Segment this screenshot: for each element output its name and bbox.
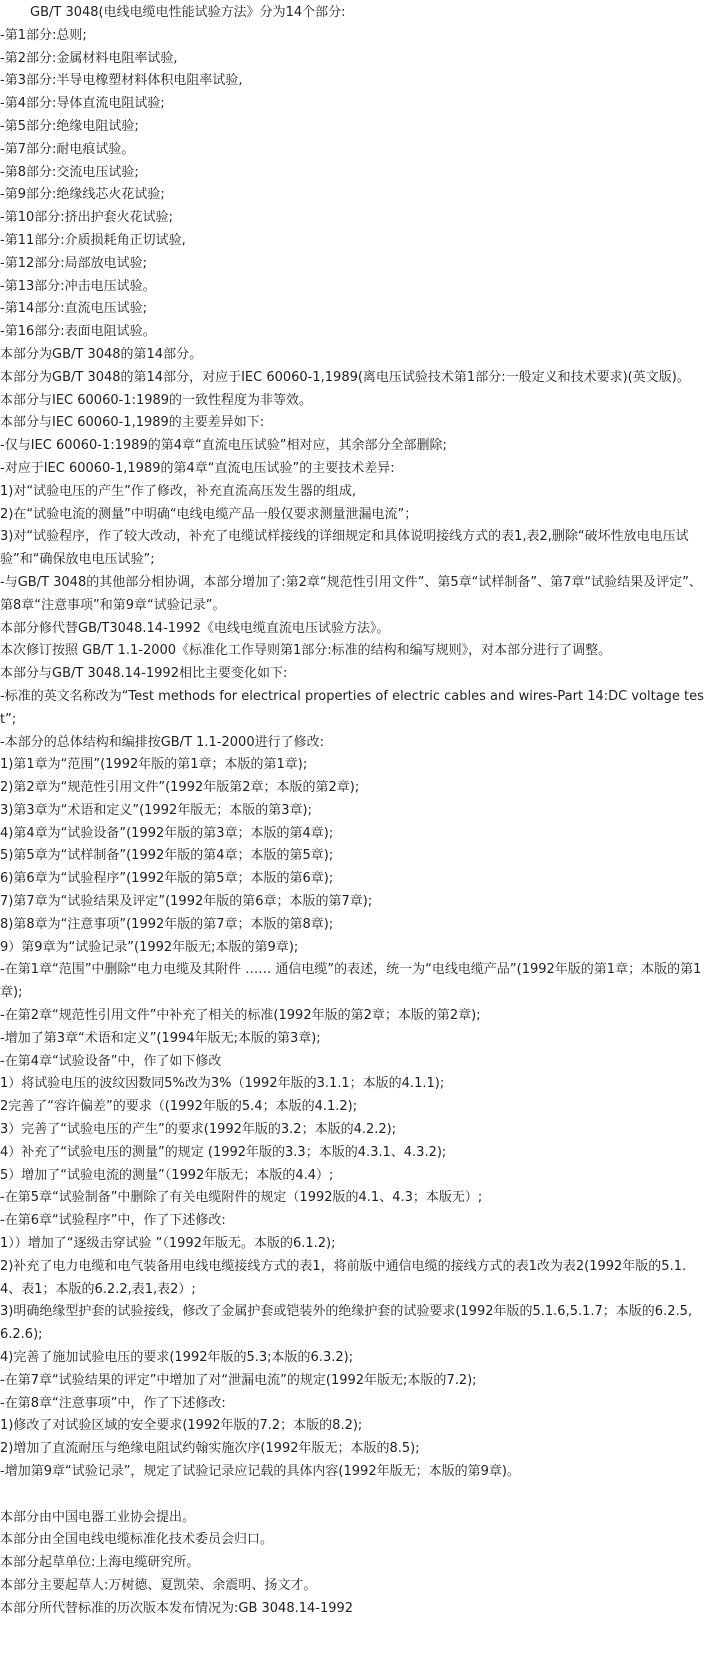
part-list-item: -第13部分:冲击电压试验。: [0, 278, 156, 294]
paragraph-gap: [0, 1484, 704, 1507]
part-list-item: -第10部分:挤出护套火花试验;: [0, 210, 173, 226]
text-line: 本部分与GB/T 3048.14-1992相比主要变化如下:: [0, 666, 288, 682]
part-list-item: -第14部分:直流电压试验;: [0, 301, 147, 317]
text-line: 1）将试验电压的波纹因数同5%改为3%（1992年版的3.1.1；本版的4.1.1);: [0, 1076, 445, 1092]
text-line: 3)对“试验程序，作了较大改动，补充了电缆试样接线的详细规定和具体说明接线方式的表1,表2,删除“破坏性放电电压试验”和“确保放电电压试验”;: [0, 529, 689, 568]
text-line: 2)增加了直流耐压与绝缘电阻试约翰实施次序(1992年版无；本版的8.5);: [0, 1441, 420, 1457]
text-line: 2)在“试验电流的测量”中明确“电线电缆产品一般仅要求测量泄漏电流”；: [0, 506, 418, 522]
body-text: [0, 344, 704, 1484]
text-line: -增加了第3章“术语和定义”(1994年版无;本版的第3章);: [0, 1030, 321, 1046]
text-line: 1)第1章为“范围”(1992年版的第1章；本版的第1章);: [0, 757, 308, 773]
part-list-item: -第12部分:局部放电试验;: [0, 255, 147, 271]
text-line: 本部分修代替GB/T3048.14-1992《电线电缆直流电压试验方法》。: [0, 620, 390, 636]
text-line: 7)第7章为“试验结果及评定”(1992年版的第6章；本版的第7章);: [0, 894, 373, 910]
text-line: 8)第8章为“注意事项”(1992年版的第7章；本版的第8章);: [0, 916, 334, 932]
text-line: 本次修订按照 GB/T 1.1-2000《标准化工作导则第1部分:标准的结构和编写规则》，对本部分进行了调整。: [0, 643, 612, 659]
part-list-item: -第7部分:耐电痕试验。: [0, 141, 135, 157]
closing-text: [0, 1507, 704, 1621]
text-line: -在第8章“注意事项”中，作了下述修改:: [0, 1395, 226, 1411]
text-line: -与GB/T 3048的其他部分相协调，本部分增加了:第2章“规范性引用文件”、第5章“试样制备”、第7章“试验结果及评定”、第8章“注意事项”和第9章“试验记录”。: [0, 574, 702, 613]
closing-line: 本部分由全国电线电缆标准化技术委员会归口。: [0, 1532, 274, 1548]
text-line: -本部分的总体结构和编排按GB/T 1.1-2000进行了修改:: [0, 734, 324, 750]
text-line: 2完善了“容许偏差”的要求（(1992年版的5.4；本版的4.1.2);: [0, 1099, 358, 1115]
text-line: -在第2章“规范性引用文件”中补充了相关的标准(1992年版的第2章；本版的第2章);: [0, 1008, 481, 1024]
closing-line: 本部分所代替标准的历次版本发布情况为:GB 3048.14-1992: [0, 1600, 354, 1616]
text-line: -在第4章“试验设备”中，作了如下修改: [0, 1053, 222, 1069]
text-line: 1)对“试验电压的产生”作了修改，补充直流高压发生器的组成,: [0, 483, 356, 499]
text-line: 本部分与IEC 60060-1:1989的一致性程度为非等效。: [0, 392, 313, 408]
text-line: 3）完善了“试验电压的产生”的要求(1992年版的3.2；本版的4.2.2);: [0, 1122, 397, 1138]
part-list-item: -第5部分:绝缘电阻试验;: [0, 118, 139, 134]
text-line: 本部分与IEC 60060-1,1989的主要差异如下:: [0, 415, 265, 431]
text-line: 4)第4章为“试验设备”(1992年版的第3章；本版的第4章);: [0, 825, 334, 841]
text-line: 1））增加了“逐级击穿试验 ”（1992年版无。本版的6.1.2);: [0, 1236, 336, 1252]
text-line: -在第1章“范围”中删除“电力电缆及其附件 …… 通信电缆”的表述，统一为“电线电缆产品”(1992年版的第1章；本版的第1章);: [0, 962, 702, 1001]
text-line: 4）补充了“试验电压的测量”的规定 (1992年版的3.3；本版的4.3.1、4.3.2);: [0, 1144, 447, 1160]
text-line: 9）第9章为“试验记录”(1992年版无;本版的第9章);: [0, 939, 299, 955]
part-list-item: -第4部分:导体直流电阻试验;: [0, 96, 165, 112]
part-list-item: -第2部分:金属材料电阻率试验,: [0, 50, 178, 66]
text-line: 5）增加了“试验电流的测量”（1992年版无；本版的4.4）;: [0, 1167, 334, 1183]
closing-line: 本部分主要起草人:万树德、夏凯荣、余震明、扬文才。: [0, 1577, 317, 1593]
text-line: -在第5章“试验制备”中删除了有关电缆附件的规定（1992版的4.1、4.3；本版无）;: [0, 1190, 483, 1206]
text-line: -在第7章“试验结果的评定”中增加了对“泄漏电流”的规定(1992年版无;本版的7.2);: [0, 1372, 477, 1388]
intro-line: GB/T 3048(电线电缆电性能试验方法》分为14个部分:: [30, 5, 346, 20]
text-line: -对应于IEC 60060-1,1989的第4章“直流电压试验”的主要技术差异:: [0, 460, 395, 476]
part-list-item: -第11部分:介质损耗角正切试验,: [0, 232, 186, 248]
parts-list: [0, 25, 704, 344]
part-list-item: -第1部分:总则;: [0, 27, 87, 43]
text-line: -在第6章“试验程序”中，作了下述修改:: [0, 1213, 226, 1229]
part-list-item: -第8部分:交流电压试验;: [0, 164, 139, 180]
closing-line: 本部分起草单位:上海电缆研究所。: [0, 1555, 200, 1571]
text-line: 1)修改了对试验区域的安全要求(1992年版的7.2；本版的8.2);: [0, 1418, 363, 1434]
text-line: 3)明确绝缘型护套的试验接线，修改了金属护套或铠装外的绝缘护套的试验要求(1992年版的5.1.6,5.1.7；本版的6.2.5,6.2.6);: [0, 1304, 692, 1343]
text-line: -增加第9章“试验记录”，规定了试验记录应记载的具体内容(1992年版无；本版的第9章)。: [0, 1464, 520, 1479]
text-line: 2)补充了电力电缆和电气装备用电线电缆接线方式的表1，将前版中通信电缆的接线方式的表1改为表2(1992年版的5.1.4、表1；本版的6.2.2,表1,表2）;: [0, 1258, 687, 1297]
part-list-item: -第16部分:表面电阻试验。: [0, 324, 156, 340]
text-line: 本部分为GB/T 3048的第14部分，对应于IEC 60060-1,1989(离电压试验技术第1部分:一般定义和技术要求)(英文版)。: [0, 369, 690, 385]
text-line: 4)完善了施加试验电压的要求(1992年版的5.3;本版的6.3.2);: [0, 1350, 354, 1366]
text-line: 3)第3章为“术语和定义”(1992年版无；本版的第3章);: [0, 802, 312, 818]
part-list-item: -第3部分:半导电橡塑材料体积电阻率试验,: [0, 73, 243, 89]
text-line: 本部分为GB/T 3048的第14部分。: [0, 346, 203, 362]
text-line: -标准的英文名称改为“Test methods for electrical properties of electric cables and wires-Part 14:DC voltage test”;: [0, 688, 704, 727]
text-line: 6)第6章为“试验程序”(1992年版的第5章；本版的第6章);: [0, 871, 334, 887]
text-line: -仅与IEC 60060-1:1989的第4章“直流电压试验”相对应，其余部分全部删除;: [0, 438, 447, 454]
closing-line: 本部分由中国电器工业协会提出。: [0, 1509, 196, 1525]
text-line: 5)第5章为“试样制备”(1992年版的第4章；本版的第5章);: [0, 848, 334, 864]
text-line: 2)第2章为“规范性引用文件”(1992年版第2章；本版的第2章);: [0, 780, 360, 796]
part-list-item: -第9部分:绝缘线芯火花试验;: [0, 187, 165, 203]
